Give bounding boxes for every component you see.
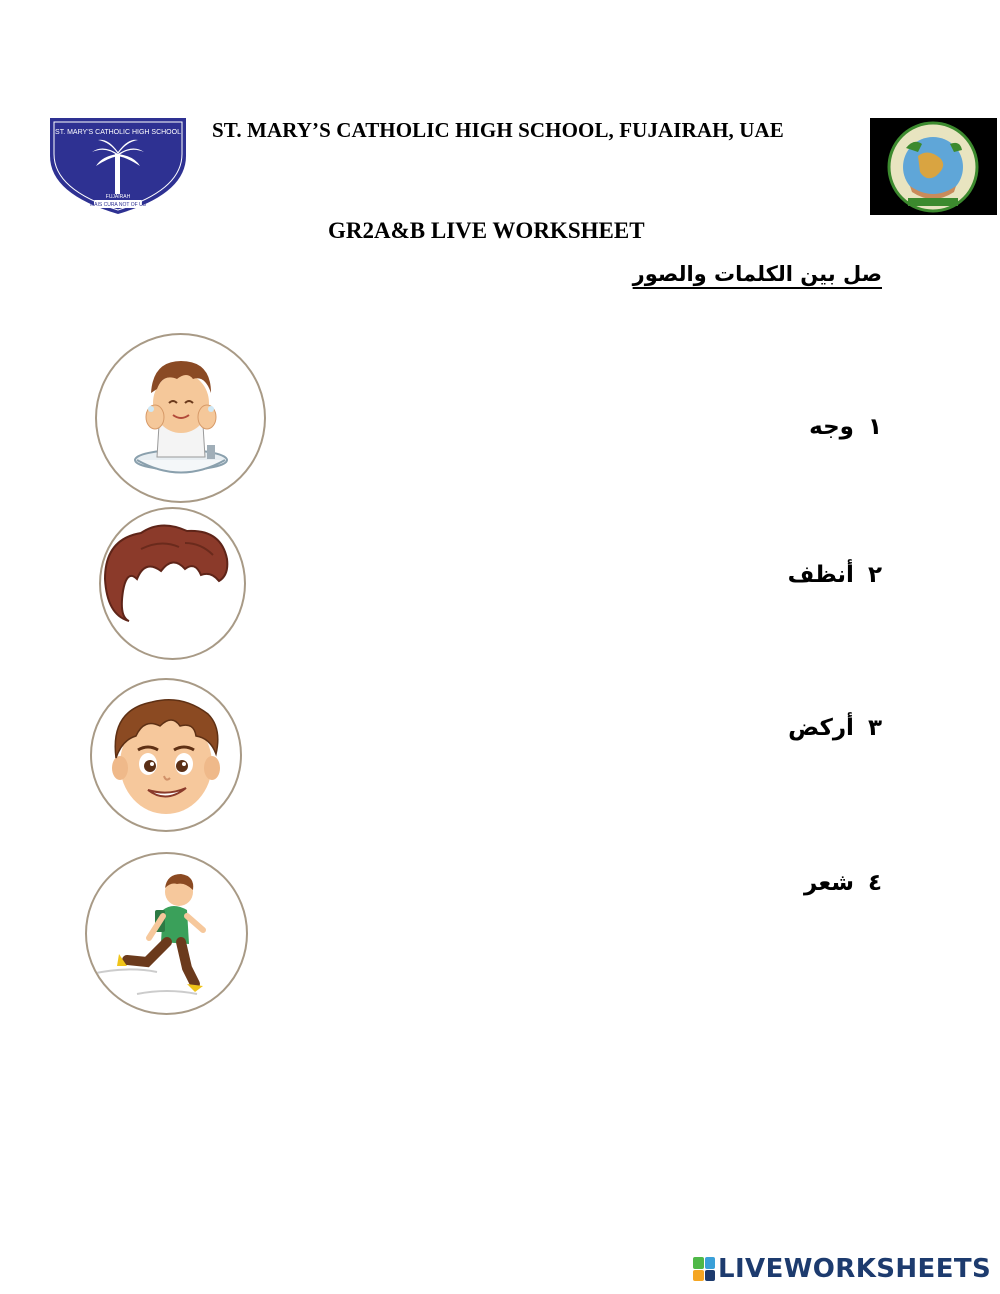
brand-name: LIVEWORKSHEETS <box>718 1254 992 1284</box>
boy-running-icon[interactable] <box>85 852 248 1015</box>
worksheet-title: GR2A&B LIVE WORKSHEET <box>328 218 645 243</box>
svg-text:MAIS CURA NOT OF US: MAIS CURA NOT OF US <box>89 202 147 208</box>
liveworksheets-brand <box>693 1254 991 1284</box>
svg-text:ST. MARY'S CATHOLIC HIGH SCHOO: ST. MARY'S CATHOLIC HIGH SCHOOL <box>55 129 181 136</box>
school-name: ST. MARY’S CATHOLIC HIGH SCHOOL, FUJAIRAH, UAE <box>212 118 784 142</box>
word-text[interactable]: أنظف <box>787 562 854 588</box>
go-green-logo <box>870 118 997 215</box>
word-item-2 <box>788 562 882 588</box>
word-item-1 <box>809 414 882 440</box>
instruction-heading: صل بين الكلمات والصور <box>632 262 882 286</box>
word-number: ١ <box>867 414 882 440</box>
word-text[interactable]: وجه <box>809 414 854 440</box>
word-text[interactable]: أركض <box>788 715 854 741</box>
word-text[interactable]: شعر <box>804 870 854 896</box>
school-logo <box>48 116 188 216</box>
boy-face-icon[interactable] <box>90 678 242 832</box>
word-item-4 <box>804 870 882 896</box>
word-number: ٣ <box>867 715 882 741</box>
svg-text:FUJAIRAH: FUJAIRAH <box>105 194 131 200</box>
boy-washing-face-icon[interactable] <box>95 333 266 503</box>
hair-icon[interactable] <box>99 507 246 660</box>
word-item-3 <box>788 715 882 741</box>
liveworksheets-logo-icon <box>693 1257 715 1281</box>
word-number: ٢ <box>867 562 882 588</box>
word-number: ٤ <box>867 870 882 896</box>
